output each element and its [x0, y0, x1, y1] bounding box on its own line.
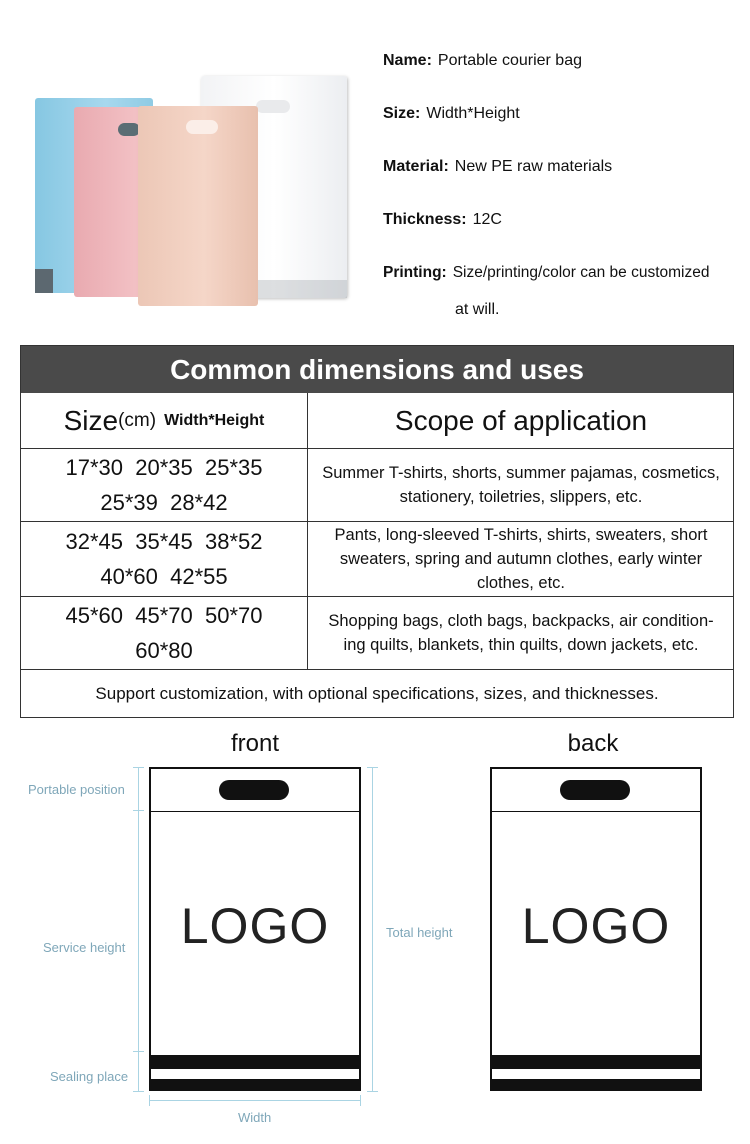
width-dimension-line: [149, 1100, 361, 1101]
spec-printing-cont: at will.: [455, 301, 500, 318]
header-size: Size (cm) Width*Height: [63, 404, 265, 436]
handle-slot: [219, 780, 289, 800]
spec-thickness: Thickness: 12C: [383, 211, 502, 228]
total-height-label: Total height: [386, 925, 453, 940]
seal-strip: [151, 1079, 359, 1091]
logo-text: LOGO: [180, 898, 330, 954]
table-title: Common dimensions and uses: [21, 346, 733, 393]
spec-size: Size: Width*Height: [383, 105, 520, 122]
row-3-sizes: 45*60 45*70 50*70 60*80: [65, 603, 263, 663]
service-height-label: Service height: [43, 940, 126, 955]
portable-position-label: Portable position: [28, 782, 125, 797]
front-bag-diagram: [149, 767, 361, 1091]
logo-text: LOGO: [521, 898, 671, 954]
nude-bag: [138, 106, 258, 306]
row-1-scope: Summer T-shirts, shorts, summer pajamas, cosmetics, stationery, toiletries, slippers, etc.: [322, 464, 720, 506]
back-title: back: [567, 730, 619, 757]
sealing-place-label: Sealing place: [50, 1069, 129, 1084]
row-1-sizes: 17*30 20*35 25*35 25*39 28*42: [65, 455, 263, 515]
handle-slot: [560, 780, 630, 800]
row-3-scope: Shopping bags, cloth bags, backpacks, air condition-ing quilts, blankets, thin quilts, down jackets, etc.: [328, 612, 714, 654]
spec-printing: Printing: Size/printing/color can be customized: [383, 264, 710, 281]
header-scope: Scope of application: [394, 404, 648, 436]
seal-strip: [151, 1055, 359, 1069]
seal-strip: [492, 1055, 700, 1069]
table-footer-note: Support customization, with optional specifications, sizes, and thicknesses.: [95, 684, 659, 703]
height-dimension-line: [138, 767, 139, 1092]
total-height-line: [372, 767, 373, 1092]
spec-material: Material: New PE raw materials: [383, 158, 613, 175]
row-2-sizes: 32*45 35*45 38*52 40*60 42*55: [65, 529, 263, 589]
product-photo: [28, 70, 358, 310]
seal-strip: [492, 1079, 700, 1091]
row-2-scope: Pants, long-sleeved T-shirts, shirts, sweaters, short sweaters, spring and autumn clothes, early winter clothes, etc.: [334, 526, 708, 592]
spec-name: Name: Portable courier bag: [383, 52, 582, 69]
dimensions-table: [20, 345, 734, 718]
back-bag-diagram: [490, 767, 702, 1091]
width-label: Width: [238, 1110, 272, 1125]
front-title: front: [230, 730, 280, 757]
